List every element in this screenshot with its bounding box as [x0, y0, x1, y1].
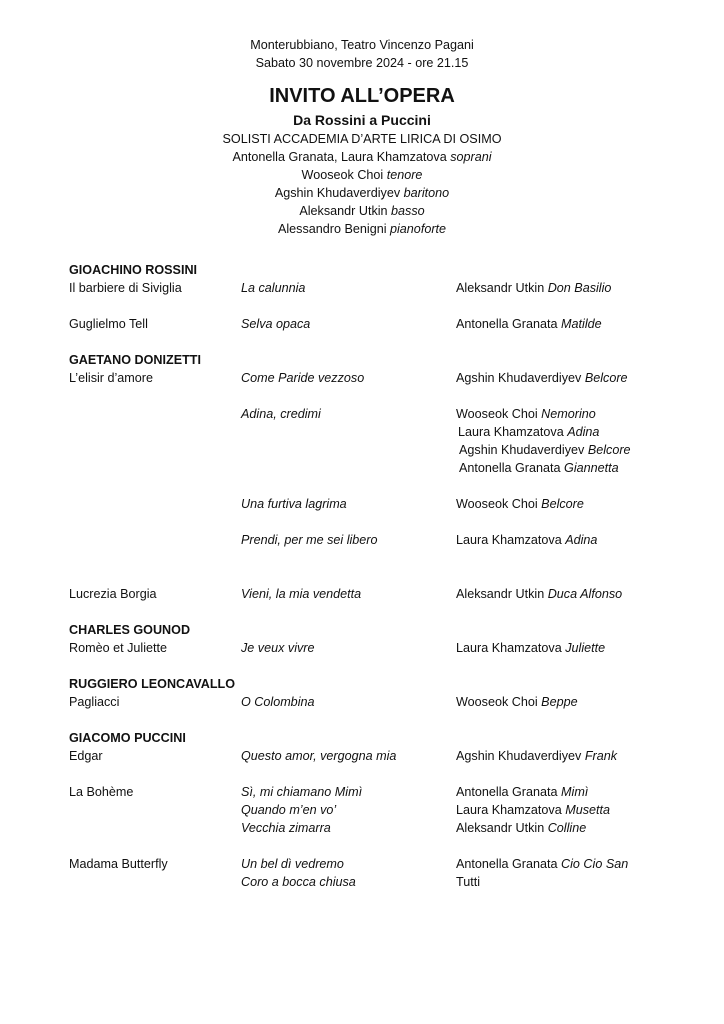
performer-line	[0, 184, 724, 202]
role-name: Adina	[565, 533, 598, 547]
program-row	[69, 405, 689, 423]
composer-heading: GIOACHINO ROSSINI	[69, 263, 198, 277]
singer-role	[456, 801, 610, 819]
opera-title: La Bohème	[69, 785, 134, 799]
singer-name: Laura Khamzatova	[458, 425, 564, 439]
role-name: Mimì	[561, 785, 589, 799]
composer-heading: GIACOMO PUCCINI	[69, 731, 186, 745]
singer-name: Laura Khamzatova	[456, 803, 562, 817]
opera-title: L’elisir d’amore	[69, 371, 153, 385]
performer-line	[0, 148, 724, 166]
singer-name: Tutti	[456, 875, 481, 889]
role-name: Don Basilio	[547, 281, 612, 295]
aria-title: Come Paride vezzoso	[241, 371, 365, 385]
program-row	[69, 369, 689, 387]
singer-name: Antonella Granata	[459, 461, 561, 475]
role-name: Giannetta	[564, 461, 619, 475]
role-name: Matilde	[561, 317, 602, 331]
role-name: Frank	[584, 749, 618, 763]
singer-role	[456, 819, 586, 837]
aria-title: Je veux vivre	[241, 641, 315, 655]
aria-title: Selva opaca	[241, 317, 311, 331]
singer-role	[456, 531, 597, 549]
role-name: Belcore	[541, 497, 584, 511]
singer-name: Antonella Granata	[456, 785, 558, 799]
singer-role	[456, 405, 596, 423]
program-row	[69, 783, 689, 801]
singer-name: Agshin Khudaverdiyev	[459, 443, 585, 457]
opera-title: Guglielmo Tell	[69, 317, 148, 331]
opera-title: Il barbiere di Siviglia	[69, 281, 182, 295]
performer-voice: pianoforte	[390, 222, 447, 236]
composer-heading: GAETANO DONIZETTI	[69, 353, 201, 367]
opera-title: Lucrezia Borgia	[69, 587, 157, 601]
aria-title: La calunnia	[241, 281, 306, 295]
program-row	[69, 801, 689, 819]
role-name: Juliette	[565, 641, 606, 655]
singer-role	[456, 585, 622, 603]
singer-name: Agshin Khudaverdiyev	[456, 371, 582, 385]
role-name: Cio Cio San	[561, 857, 629, 871]
singer-name: Aleksandr Utkin	[456, 587, 545, 601]
singer-name: Aleksandr Utkin	[456, 281, 545, 295]
aria-title: Coro a bocca chiusa	[241, 875, 356, 889]
singer-role	[458, 423, 599, 441]
singer-role	[459, 459, 619, 477]
subtitle: Da Rossini a Puccini	[293, 112, 431, 128]
performer-voice: tenore	[386, 168, 423, 182]
singer-role	[456, 315, 602, 333]
program-row	[69, 459, 689, 477]
aria-title: Vieni, la mia vendetta	[241, 587, 362, 601]
opera-title: Pagliacci	[69, 695, 120, 709]
composer-heading: RUGGIERO LEONCAVALLO	[69, 677, 236, 691]
singer-role	[456, 369, 628, 387]
aria-title: Quando m’en vo’	[241, 803, 337, 817]
singer-name: Agshin Khudaverdiyev	[456, 749, 582, 763]
composer-heading: CHARLES GOUNOD	[69, 623, 191, 637]
role-name: Duca Alfonso	[547, 587, 623, 601]
opera-title: Edgar	[69, 749, 103, 763]
performer-voice: baritono	[403, 186, 450, 200]
aria-title: Sì, mi chiamano Mimì	[241, 785, 363, 799]
performer-name: Aleksandr Utkin	[299, 204, 388, 218]
singer-role	[456, 783, 588, 801]
performer-name: Alessandro Benigni	[277, 222, 390, 236]
program	[69, 261, 689, 891]
singer-role	[456, 279, 611, 297]
aria-title: Questo amor, vergogna mia	[241, 749, 397, 763]
singer-role	[456, 495, 584, 513]
opera-title: Madama Butterfly	[69, 857, 168, 871]
aria-title: Adina, credimi	[241, 407, 321, 421]
aria-title: Prendi, per me sei libero	[241, 533, 378, 547]
role-name: Belcore	[584, 371, 628, 385]
performer-name: Antonella Granata, Laura Khamzatova	[232, 150, 447, 164]
program-row	[69, 531, 689, 549]
performer-name: Wooseok Choi	[301, 168, 384, 182]
singer-role	[456, 639, 605, 657]
role-name: Colline	[547, 821, 587, 835]
opera-title: Romèo et Juliette	[69, 641, 168, 655]
venue: Monterubbiano, Teatro Vincenzo Pagani	[250, 38, 474, 52]
performer-voice: basso	[391, 204, 425, 218]
role-name: Musetta	[565, 803, 611, 817]
aria-title: Vecchia zimarra	[241, 821, 331, 835]
performer-name: Agshin Khudaverdiyev	[274, 186, 401, 200]
program-row	[69, 747, 689, 765]
header	[0, 36, 724, 238]
program-row	[69, 819, 689, 837]
performer-voice: soprani	[450, 150, 492, 164]
aria-title: Una furtiva lagrima	[241, 497, 347, 511]
singer-name: Laura Khamzatova	[456, 533, 562, 547]
singer-name: Antonella Granata	[456, 857, 558, 871]
role-name: Nemorino	[541, 407, 596, 421]
program-row	[69, 693, 689, 711]
program-row	[69, 585, 689, 603]
program-row	[69, 639, 689, 657]
singer-role	[456, 855, 628, 873]
singer-name: Laura Khamzatova	[456, 641, 562, 655]
singer-name: Wooseok Choi	[456, 497, 538, 511]
program-row	[69, 423, 689, 441]
ensemble: SOLISTI ACCADEMIA D’ARTE LIRICA DI OSIMO	[222, 132, 502, 146]
singer-role	[456, 747, 617, 765]
program-row	[69, 873, 689, 891]
event-datetime: Sabato 30 novembre 2024 - ore 21.15	[255, 56, 469, 70]
performer-line	[0, 202, 724, 220]
program-row	[69, 315, 689, 333]
singer-name: Wooseok Choi	[456, 695, 538, 709]
program-row	[69, 855, 689, 873]
program-row	[69, 279, 689, 297]
performer-line	[0, 220, 724, 238]
singer-name: Aleksandr Utkin	[456, 821, 545, 835]
singer-role	[459, 441, 631, 459]
program-row	[69, 441, 689, 459]
singer-name: Antonella Granata	[456, 317, 558, 331]
role-name: Adina	[567, 425, 600, 439]
aria-title: O Colombina	[241, 695, 315, 709]
performer-line	[0, 166, 724, 184]
aria-title: Un bel dì vedremo	[241, 857, 344, 871]
role-name: Beppe	[541, 695, 578, 709]
role-name: Belcore	[587, 443, 631, 457]
singer-role	[456, 693, 578, 711]
page-title: INVITO ALL’OPERA	[269, 85, 455, 107]
program-row	[69, 495, 689, 513]
singer-name: Wooseok Choi	[456, 407, 542, 421]
